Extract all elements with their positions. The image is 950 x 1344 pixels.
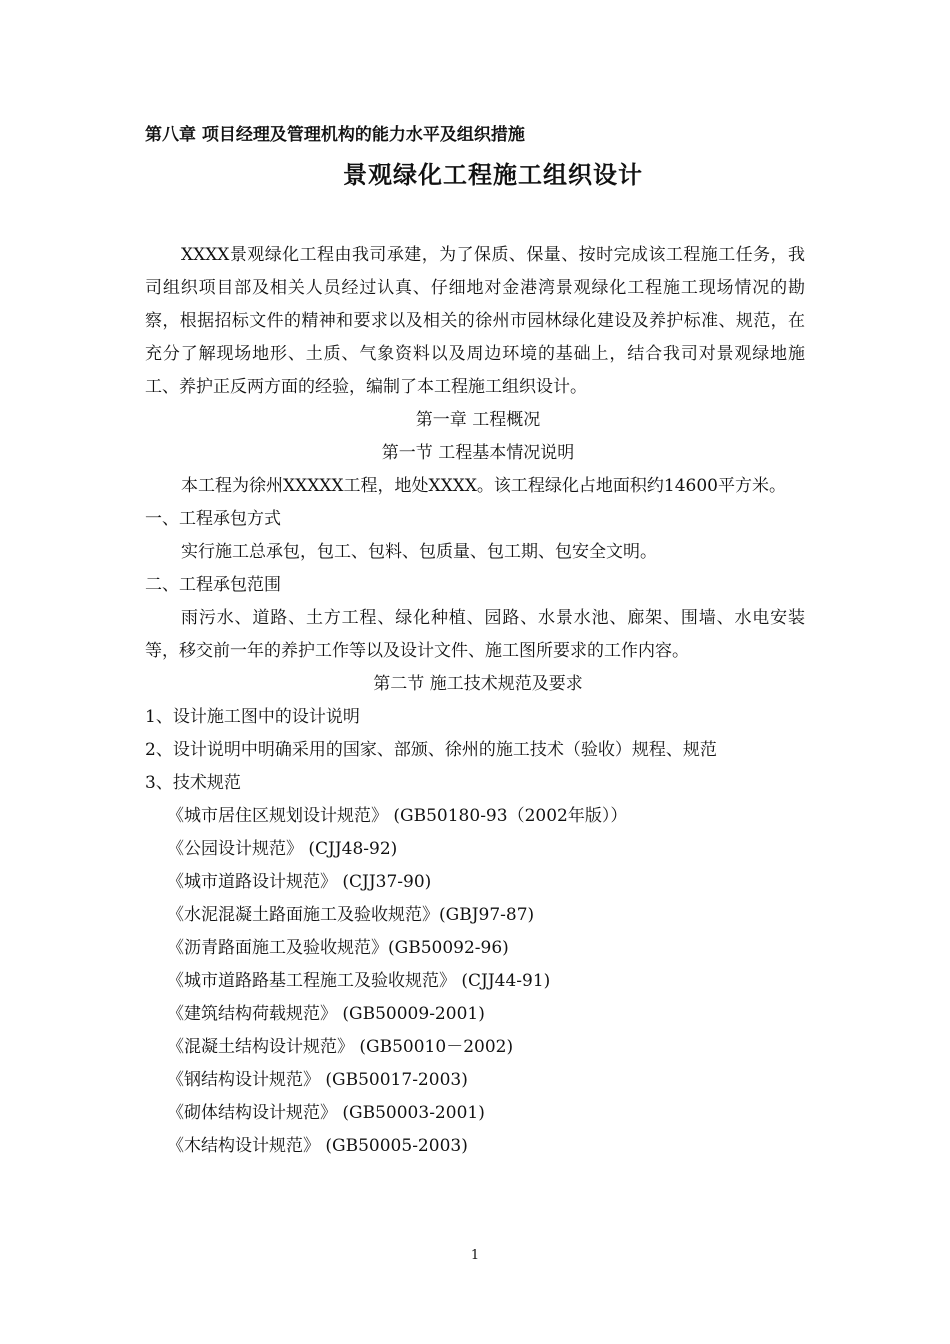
list-item: 1、设计施工图中的设计说明 (145, 707, 360, 727)
standard-item: 《钢结构设计规范》 (GB50017-2003) (167, 1070, 468, 1090)
contract-scope-heading: 二、工程承包范围 (145, 575, 281, 595)
contract-method-text: 实行施工总承包，包工、包料、包质量、包工期、包安全文明。 (181, 542, 657, 562)
standard-item: 《水泥混凝土路面施工及验收规范》(GBJ97-87) (167, 905, 535, 925)
document-body (145, 239, 805, 1163)
chapter-heading: 第八章 项目经理及管理机构的能力水平及组织措施 (145, 125, 525, 145)
document-title: 景观绿化工程施工组织设计 (343, 161, 643, 189)
standards-list (145, 800, 805, 1163)
standard-item: 《城市居住区规划设计规范》 (GB50180-93（2002年版）） (167, 806, 628, 826)
standard-item: 《砌体结构设计规范》 (GB50003-2001) (167, 1103, 485, 1123)
standard-item: 《城市道路路基工程施工及验收规范》 (CJJ44-91) (167, 971, 551, 991)
contract-scope-text: 雨污水、道路、土方工程、绿化种植、园路、水景水池、廊架、围墙、水电安装等，移交前一年的养护工作等以及设计文件、施工图所要求的工作内容。 (145, 608, 805, 661)
chapter1-heading: 第一章 工程概况 (415, 410, 541, 430)
standard-item: 《沥青路面施工及验收规范》(GB50092-96) (167, 938, 509, 958)
list-item: 2、设计说明中明确采用的国家、部颁、徐州的施工技术（验收）规程、规范 (145, 740, 717, 760)
standard-item: 《公园设计规范》 (CJJ48-92) (167, 839, 398, 859)
standard-item: 《混凝土结构设计规范》 (GB50010－2002) (167, 1037, 514, 1057)
standard-item: 《木结构设计规范》 (GB50005-2003) (167, 1136, 468, 1156)
section1-heading: 第一节 工程基本情况说明 (381, 443, 575, 463)
intro-paragraph: XXXX景观绿化工程由我司承建，为了保质、保量、按时完成该工程施工任务，我司组织项目部及相关人员经过认真、仔细地对金港湾景观绿化工程施工现场情况的勘察，根据招标文件的精神和要求以及相关的徐州市园林绿化建设及养护标准、规范，在充分了解现场地形、土质、气象资料以及周边环境的基础上，结合我司对景观绿地施工、养护正反两方面的经验，编制了本工程施工组织设计。 (145, 245, 805, 397)
project-description: 本工程为徐州XXXXX工程，地处XXXX。该工程绿化占地面积约14600平方米。 (181, 476, 787, 496)
standard-item: 《城市道路设计规范》 (CJJ37-90) (167, 872, 432, 892)
contract-method-heading: 一、工程承包方式 (145, 509, 281, 529)
standard-item: 《建筑结构荷载规范》 (GB50009-2001) (167, 1004, 485, 1024)
page-number: 1 (470, 1248, 480, 1263)
list-item: 3、技术规范 (145, 773, 241, 793)
section2-heading: 第二节 施工技术规范及要求 (373, 674, 583, 694)
